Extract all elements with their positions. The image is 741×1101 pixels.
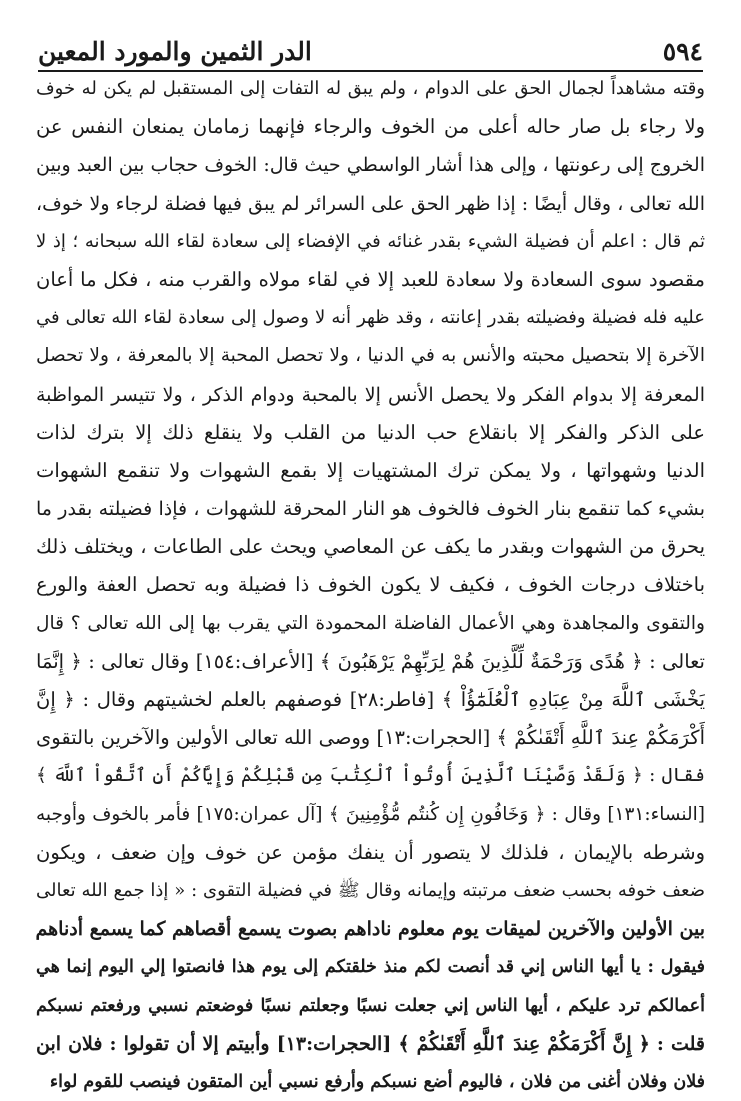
hadith-line: أعمالكم ترد عليكم ، أيها الناس إني جعلت نسبًا وجعلتم نسبًا فوضعتم نسبي ورفعتم نسبكم (36, 995, 705, 1016)
quran-verse-line: تعالى : ﴿ هُدًى وَرَحْمَةٌ لِّلَّذِينَ هُمْ لِرَبِّهِمْ يَرْهَبُونَ ﴾ [الأعراف:١٥٤] وقال تعالى : ﴿ إِنَّمَا (36, 649, 705, 673)
text-line: الله تعالى ، وقال أيضًا : إذا ظهر الحق على السرائر لم يبق فيها فضلة لرجاء ولا خوف، (36, 192, 705, 215)
book-title: الدر الثمين والمورد المعين (38, 37, 312, 66)
text-line: المعرفة إلا بدوام الفكر ولا يحصل الأنس إلا بالمحبة ودوام الذكر ، ولا تتيسر المواظبة (36, 383, 705, 406)
text-line: والتقوى والمجاهدة وهي الأعمال الفاضلة المحمودة التي يقرب بها إلى الله تعالى ؟ قال (36, 612, 705, 634)
text-line: وقته مشاهداً لجمال الحق على الدوام ، ولم يبق له التفات إلى المستقبل لم يكن له خوف (36, 78, 705, 99)
hadith-line: فلان وفلان أغنى من فلان ، فاليوم أضع نسبكم وأرفع نسبي أين المتقون فينصب للقوم لواء (49, 1071, 705, 1092)
body-text (36, 70, 705, 1101)
text-line: مقصود سوى السعادة ولا سعادة للعبد إلا في لقاء مولاه والقرب منه ، فكل ما أعان (36, 267, 705, 291)
hadith-line: ضعف خوفه بحسب ضعف مرتبته وإيمانه وقال ﷺ في فضيلة التقوى : « إذا جمع الله تعالى (36, 879, 705, 901)
quran-verse-line: أَكْرَمَكُمْ عِندَ ٱللَّهِ أَتْقَىٰكُمْ ﴾ [الحجرات:١٣] ووصى الله تعالى الأولين والآخرين بالتقوى (36, 726, 705, 750)
hadith-line: قلت : ﴿ إِنَّ أَكْرَمَكُمْ عِندَ ٱللَّهِ أَتْقَىٰكُمْ ﴾ [الحجرات:١٣] وأبيتم إلا أن تقولوا : فلان ابن (36, 1032, 705, 1055)
text-line: ثم قال : اعلم أن فضيلة الشيء بقدر غنائه في الإفضاء إلى سعادة لقاء الله سبحانه ؛ إذ لا (36, 230, 705, 252)
running-header (38, 26, 703, 72)
text-line: باختلاف درجات الخوف ، فكيف لا يكون الخوف ذا فضيلة وبه تحصل العفة والورع (36, 573, 705, 597)
text-line: الدنيا وشهواتها ، ولا يمكن ترك المشتهيات إلا بقمع الشهوات ولا تنقمع الشهوات (36, 458, 705, 482)
text-line: الخروج إلى رعونتها ، وإلى هذا أشار الواسطي حيث قال: الخوف حجاب بين العبد وبين (36, 154, 705, 177)
hadith-line: فيقول : يا أيها الناس إني قد أنصت لكم منذ خلقتكم إلى يوم هذا فانصتوا إلي اليوم إنما هي (36, 957, 705, 978)
text-line: بشيء كما تنقمع بنار الخوف فالخوف هو النار المحرقة للشهوات ، فإذا فضيلته بقدر ما (36, 498, 705, 521)
text-line: الآخرة إلا بتحصيل محبته والأنس به في الدنيا ، ولا تحصل المحبة إلا بالمعرفة ، ولا تحصل (36, 345, 705, 367)
text-line: ولا رجاء بل صار حاله أعلى من الخوف والرجاء فإنهما زمامان يمنعان النفس عن (36, 115, 705, 139)
text-line: عليه فله فضيلة وفضيلته بقدر إعانته ، وقد ظهر أنه لا وصول إلى سعادة لقاء الله تعالى في (36, 307, 705, 329)
text-line: على الذكر والفكر إلا بانقلاع حب الدنيا من القلب ولا ينقلع ذلك إلا بترك لذات (36, 420, 705, 444)
hadith-line: بين الأولين والآخرين لميقات يوم معلوم ناداهم بصوت يسمع أقصاهم كما يسمع أدناهم (36, 918, 705, 941)
quran-verse-line: يَخْشَى ٱللَّهَ مِنْ عِبَادِهِ ٱلْعُلَمَٰٓؤُاْ ﴾ [فاطر:٢٨] فوصفهم بالعلم لخشيتهم وقال : ﴿ إِنَّ (36, 688, 705, 711)
quran-verse-line: فقال : ﴿ وَلَقَدْ وَصَّيْنَا ٱلَّذِينَ أُوتُواْ ٱلْكِتَٰبَ مِن قَبْلِكُمْ وَإِيَّاكُمْ أَنِ ٱتَّقُواْ ٱللَّهَ ﴾ (36, 765, 705, 787)
text-line: يحرق من الشهوات وبقدر ما يكف عن المعاصي ويحث على الطاعات ، ويختلف ذلك (36, 535, 705, 559)
quran-verse-line: [النساء:١٣١] وقال : ﴿ وَخَافُونِ إِن كُنتُم مُّؤْمِنِينَ ﴾ [آل عمران:١٧٥] فأمر بالخوف وأوجبه (36, 803, 705, 825)
text-line: وشرطه بالإيمان ، فلذلك لا يتصور أن ينفك مؤمن عن خوف وإن ضعف ، ويكون (36, 840, 705, 864)
page-number: ٥٩٤ (662, 37, 703, 66)
